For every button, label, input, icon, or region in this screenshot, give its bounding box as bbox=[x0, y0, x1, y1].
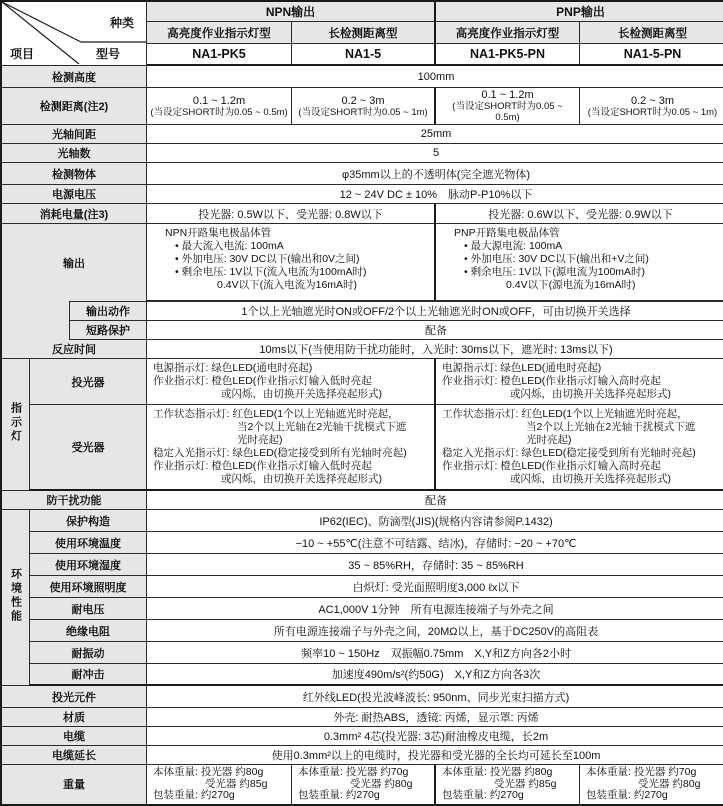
row-response-time bbox=[2, 340, 723, 359]
receiver-pnp-cell bbox=[436, 405, 723, 491]
weight-cell-2 bbox=[292, 765, 436, 804]
header-type-1: 高亮度作业指示灯型 bbox=[147, 22, 292, 44]
model-na1-5-pn: NA1-5-PN bbox=[580, 44, 723, 66]
corner-kind-label: 种类 bbox=[110, 16, 135, 30]
insulation-resistance-value: 所有电源连接端子与外壳之间，20MΩ以上，基于DC250V的高阻表 bbox=[147, 620, 723, 642]
weight-line: 包装重量: 约270g bbox=[586, 789, 668, 801]
output-blank-cell bbox=[2, 301, 70, 340]
output-npn-line: • 最大流入电流: 100mA bbox=[175, 240, 284, 252]
distance-main: 0.2 ~ 3m bbox=[630, 94, 675, 107]
output-pnp-line: • 剩余电压: 1V以下(源电流为100mA时) bbox=[464, 266, 646, 278]
shock-value: 加速度490m/s²(约50G) X,Y和Z方向各3次 bbox=[147, 664, 723, 686]
weight-line: 受光器 约85g bbox=[205, 777, 268, 790]
sensing-object-value: φ35mm以上的不透明体(完全遮光物体) bbox=[147, 163, 723, 185]
receiver-npn-cell bbox=[147, 405, 436, 491]
emitting-element-label: 投光元件 bbox=[2, 686, 147, 708]
receiver-pnp-line: 光时亮起) bbox=[526, 434, 572, 446]
short-protect-label: 短路保护 bbox=[70, 321, 147, 340]
distance-main: 0.1 ~ 1.2m bbox=[481, 89, 534, 101]
receiver-npn-line: 作业指示灯: 橙色LED(作业指示灯输入低时亮起 bbox=[153, 460, 372, 472]
row-short-protect bbox=[2, 321, 723, 340]
response-time-label: 反应时间 bbox=[2, 340, 147, 359]
weight-cell-3 bbox=[436, 765, 580, 804]
output-npn-line: • 剩余电压: 1V以下(流入电流为100mA时) bbox=[175, 266, 367, 278]
row-detect-height bbox=[2, 66, 723, 88]
header-pnp-output: PNP输出 bbox=[436, 2, 723, 22]
response-time-value: 10ms以下(当使用防干扰功能时，入光时: 30ms以下，遮光时: 13ms以下) bbox=[147, 340, 723, 359]
row-receiver-indicator bbox=[2, 405, 723, 491]
row-env-humidity bbox=[2, 554, 723, 576]
emitting-element-value: 红外线LED(投光波峰波长: 950nm、同步光束扫描方式) bbox=[147, 686, 723, 708]
output-npn-title: NPN开路集电极晶体管 bbox=[165, 227, 272, 239]
supply-voltage-label: 电源电压 bbox=[2, 185, 147, 204]
receiver-npn-line: 当2个以上光轴在2光轴干扰模式下遮 bbox=[237, 421, 407, 433]
detect-height-value: 100mm bbox=[147, 66, 723, 88]
output-pnp-cell bbox=[436, 224, 723, 301]
weight-cell-4 bbox=[580, 765, 723, 804]
weight-line: 包装重量: 约270g bbox=[298, 789, 380, 801]
header-type-3: 高亮度作业指示灯型 bbox=[436, 22, 580, 44]
detect-distance-cell-1 bbox=[147, 88, 292, 125]
output-npn-line: • 外加电压: 30V DC以下(输出和0V之间) bbox=[175, 253, 360, 265]
detect-distance-cell-4 bbox=[580, 88, 723, 125]
ambient-illuminance-value: 白炽灯: 受光面照明度3,000 ℓx以下 bbox=[147, 576, 723, 598]
short-protect-value: 配备 bbox=[147, 321, 723, 340]
ambient-temp-label: 使用环境温度 bbox=[30, 532, 147, 554]
emitter-npn-line: 或闪烁，由切换开关选择亮起形式) bbox=[221, 388, 383, 400]
output-pnp-line: 0.4V以下(源电流为16mA时) bbox=[506, 279, 636, 291]
receiver-npn-line: 稳定入光指示灯: 绿色LED(稳定接受到所有光轴时亮起) bbox=[153, 447, 407, 459]
corner-cell bbox=[2, 2, 147, 66]
emitter-label: 投光器 bbox=[30, 359, 147, 405]
row-emitting-element bbox=[2, 686, 723, 708]
ambient-humidity-value: 35 ~ 85%RH，存储时: 35 ~ 85%RH bbox=[147, 554, 723, 576]
row-beam-count bbox=[2, 144, 723, 163]
distance-main: 0.1 ~ 1.2m bbox=[192, 94, 246, 107]
receiver-pnp-line: 工作状态指示灯: 红色LED(1个以上光轴遮光时亮起， bbox=[442, 408, 688, 420]
shock-label: 耐冲击 bbox=[30, 664, 147, 686]
weight-line: 受光器 约80g bbox=[638, 777, 701, 790]
environment-group-text: 环境性能 bbox=[9, 568, 22, 624]
insulation-resistance-label: 绝缘电阻 bbox=[30, 620, 147, 642]
row-env-temperature bbox=[2, 532, 723, 554]
row-supply-voltage bbox=[2, 185, 723, 204]
axis-pitch-value: 25mm bbox=[147, 125, 723, 144]
receiver-pnp-line: 作业指示灯: 橙色LED(作业指示灯输入高时亮起 bbox=[442, 460, 661, 472]
receiver-npn-line: 工作状态指示灯: 红色LED(1个以上光轴遮光时亮起， bbox=[153, 408, 399, 420]
indicator-group-text: 指示灯 bbox=[9, 402, 22, 444]
distance-sub: (当设定SHORT时为0.05 ~ 0.5m) bbox=[452, 101, 563, 123]
weight-label: 重量 bbox=[2, 765, 147, 804]
weight-line: 本体重量: 投光器 约80g bbox=[442, 766, 553, 778]
indicator-group-label bbox=[2, 359, 30, 491]
cable-value: 0.3mm² 4芯(投光器: 3芯)耐油橡皮电缆，长2m bbox=[147, 727, 723, 746]
withstand-voltage-label: 耐电压 bbox=[30, 598, 147, 620]
vibration-label: 耐振动 bbox=[30, 642, 147, 664]
power-consumption-pnp: 投光器: 0.6W以下、受光器: 0.9W以下 bbox=[436, 204, 723, 224]
distance-sub: (当设定SHORT时为0.05 ~ 1m) bbox=[587, 106, 718, 118]
detect-distance-label: 检测距离(注2) bbox=[2, 88, 147, 125]
weight-line: 受光器 约80g bbox=[350, 777, 413, 790]
output-action-label: 输出动作 bbox=[70, 301, 147, 321]
output-pnp-title: PNP开路集电极晶体管 bbox=[454, 227, 560, 239]
ambient-humidity-label: 使用环境湿度 bbox=[30, 554, 147, 576]
emitter-pnp-cell bbox=[436, 359, 723, 405]
weight-cell-1 bbox=[147, 765, 292, 804]
output-label: 输出 bbox=[2, 224, 147, 301]
axis-pitch-label: 光轴间距 bbox=[2, 125, 147, 144]
environment-group-label bbox=[2, 510, 30, 686]
weight-line: 本体重量: 投光器 约70g bbox=[586, 766, 697, 778]
row-output bbox=[2, 224, 723, 301]
material-label: 材质 bbox=[2, 708, 147, 727]
header-type-2: 长检测距离型 bbox=[292, 22, 436, 44]
cable-label: 电缆 bbox=[2, 727, 147, 746]
emitter-pnp-line: 电源指示灯: 绿色LED(通电时亮起) bbox=[442, 362, 602, 374]
cable-extension-value: 使用0.3mm²以上的电缆时，投光器和受光器的全长均可延长至100m bbox=[147, 746, 723, 765]
material-value: 外壳: 耐热ABS，透镜: 丙烯，显示罩: 丙烯 bbox=[147, 708, 723, 727]
interference-label: 防干扰功能 bbox=[2, 491, 147, 510]
distance-sub: (当设定SHORT时为0.05 ~ 0.5m) bbox=[150, 106, 288, 118]
supply-voltage-value: 12 ~ 24V DC ± 10% 脉动P-P10%以下 bbox=[147, 185, 723, 204]
row-power-consumption bbox=[2, 204, 723, 224]
row-env-withstand-voltage bbox=[2, 598, 723, 620]
weight-line: 受光器 约85g bbox=[494, 777, 557, 790]
header-group-row bbox=[2, 2, 723, 22]
row-weight bbox=[2, 765, 723, 804]
distance-sub: (当设定SHORT时为0.05 ~ 1m) bbox=[298, 106, 428, 118]
row-sensing-object bbox=[2, 163, 723, 185]
interference-value: 配备 bbox=[147, 491, 723, 510]
receiver-pnp-line: 或闪烁，由切换开关选择亮起形式) bbox=[510, 473, 672, 485]
beam-count-label: 光轴数 bbox=[2, 144, 147, 163]
emitter-pnp-line: 或闪烁，由切换开关选择亮起形式) bbox=[510, 388, 672, 400]
row-env-protection bbox=[2, 510, 723, 532]
row-cable bbox=[2, 727, 723, 746]
receiver-label: 受光器 bbox=[30, 405, 147, 491]
header-type-4: 长检测距离型 bbox=[580, 22, 723, 44]
weight-line: 本体重量: 投光器 约70g bbox=[298, 766, 409, 778]
ambient-temp-value: −10 ~ +55℃(注意不可结露、结冰)，存储时: −20 ~ +70℃ bbox=[147, 532, 723, 554]
emitter-npn-line: 作业指示灯: 橙色LED(作业指示灯输入低时亮起 bbox=[153, 375, 372, 387]
output-pnp-line: • 外加电压: 30V DC以下(输出和+V之间) bbox=[464, 253, 649, 265]
withstand-voltage-value: AC1,000V 1分钟 所有电源连接端子与外壳之间 bbox=[147, 598, 723, 620]
row-env-shock bbox=[2, 664, 723, 686]
row-detect-distance bbox=[2, 88, 723, 125]
cable-extension-label: 电缆延长 bbox=[2, 746, 147, 765]
row-env-vibration bbox=[2, 642, 723, 664]
model-na1-pk5-pn: NA1-PK5-PN bbox=[436, 44, 580, 66]
output-npn-cell bbox=[147, 224, 436, 301]
model-na1-5: NA1-5 bbox=[292, 44, 436, 66]
weight-line: 本体重量: 投光器 约80g bbox=[153, 766, 264, 778]
row-axis-pitch bbox=[2, 125, 723, 144]
output-npn-line: 0.4V以下(流入电流为16mA时) bbox=[217, 279, 358, 291]
vibration-value: 频率10 ~ 150Hz 双振幅0.75mm X,Y和Z方向各2小时 bbox=[147, 642, 723, 664]
sensing-object-label: 检测物体 bbox=[2, 163, 147, 185]
emitter-pnp-line: 作业指示灯: 橙色LED(作业指示灯输入高时亮起 bbox=[442, 375, 661, 387]
protection-label: 保护构造 bbox=[30, 510, 147, 532]
receiver-npn-line: 光时亮起) bbox=[237, 434, 283, 446]
receiver-pnp-line: 稳定入光指示灯: 绿色LED(稳定接受到所有光轴时亮起) bbox=[442, 447, 696, 459]
distance-main: 0.2 ~ 3m bbox=[341, 94, 385, 107]
detect-distance-cell-2 bbox=[292, 88, 436, 125]
row-cable-extension bbox=[2, 746, 723, 765]
row-interference bbox=[2, 491, 723, 510]
header-npn-output: NPN输出 bbox=[147, 2, 436, 22]
weight-line: 包装重量: 约270g bbox=[442, 789, 524, 801]
power-consumption-npn: 投光器: 0.5W以下、受光器: 0.8W以下 bbox=[147, 204, 436, 224]
corner-model-label: 型号 bbox=[96, 47, 121, 61]
detect-height-label: 检测高度 bbox=[2, 66, 147, 88]
row-output-action bbox=[2, 301, 723, 321]
emitter-npn-cell bbox=[147, 359, 436, 405]
output-pnp-line: • 最大源电流: 100mA bbox=[464, 240, 563, 252]
output-action-value: 1个以上光轴遮光时ON或OFF/2个以上光轴遮光时ON或OFF，可由切换开关选择 bbox=[147, 301, 723, 321]
ambient-illuminance-label: 使用环境照明度 bbox=[30, 576, 147, 598]
beam-count-value: 5 bbox=[147, 144, 723, 163]
weight-line: 包装重量: 约270g bbox=[153, 789, 235, 801]
row-emitter-indicator bbox=[2, 359, 723, 405]
row-material bbox=[2, 708, 723, 727]
receiver-npn-line: 或闪烁，由切换开关选择亮起形式) bbox=[221, 473, 383, 485]
emitter-npn-line: 电源指示灯: 绿色LED(通电时亮起) bbox=[153, 362, 313, 374]
corner-item-label: 项目 bbox=[10, 47, 35, 61]
receiver-pnp-line: 当2个以上光轴在2光轴干扰模式下遮 bbox=[526, 421, 696, 433]
power-consumption-label: 消耗电量(注3) bbox=[2, 204, 147, 224]
protection-value: IP62(IEC)、防滴型(JIS)(规格内容请参阅P.1432) bbox=[147, 510, 723, 532]
row-env-insulation bbox=[2, 620, 723, 642]
detect-distance-cell-3 bbox=[436, 88, 580, 125]
row-env-illuminance bbox=[2, 576, 723, 598]
model-na1-pk5: NA1-PK5 bbox=[147, 44, 292, 66]
